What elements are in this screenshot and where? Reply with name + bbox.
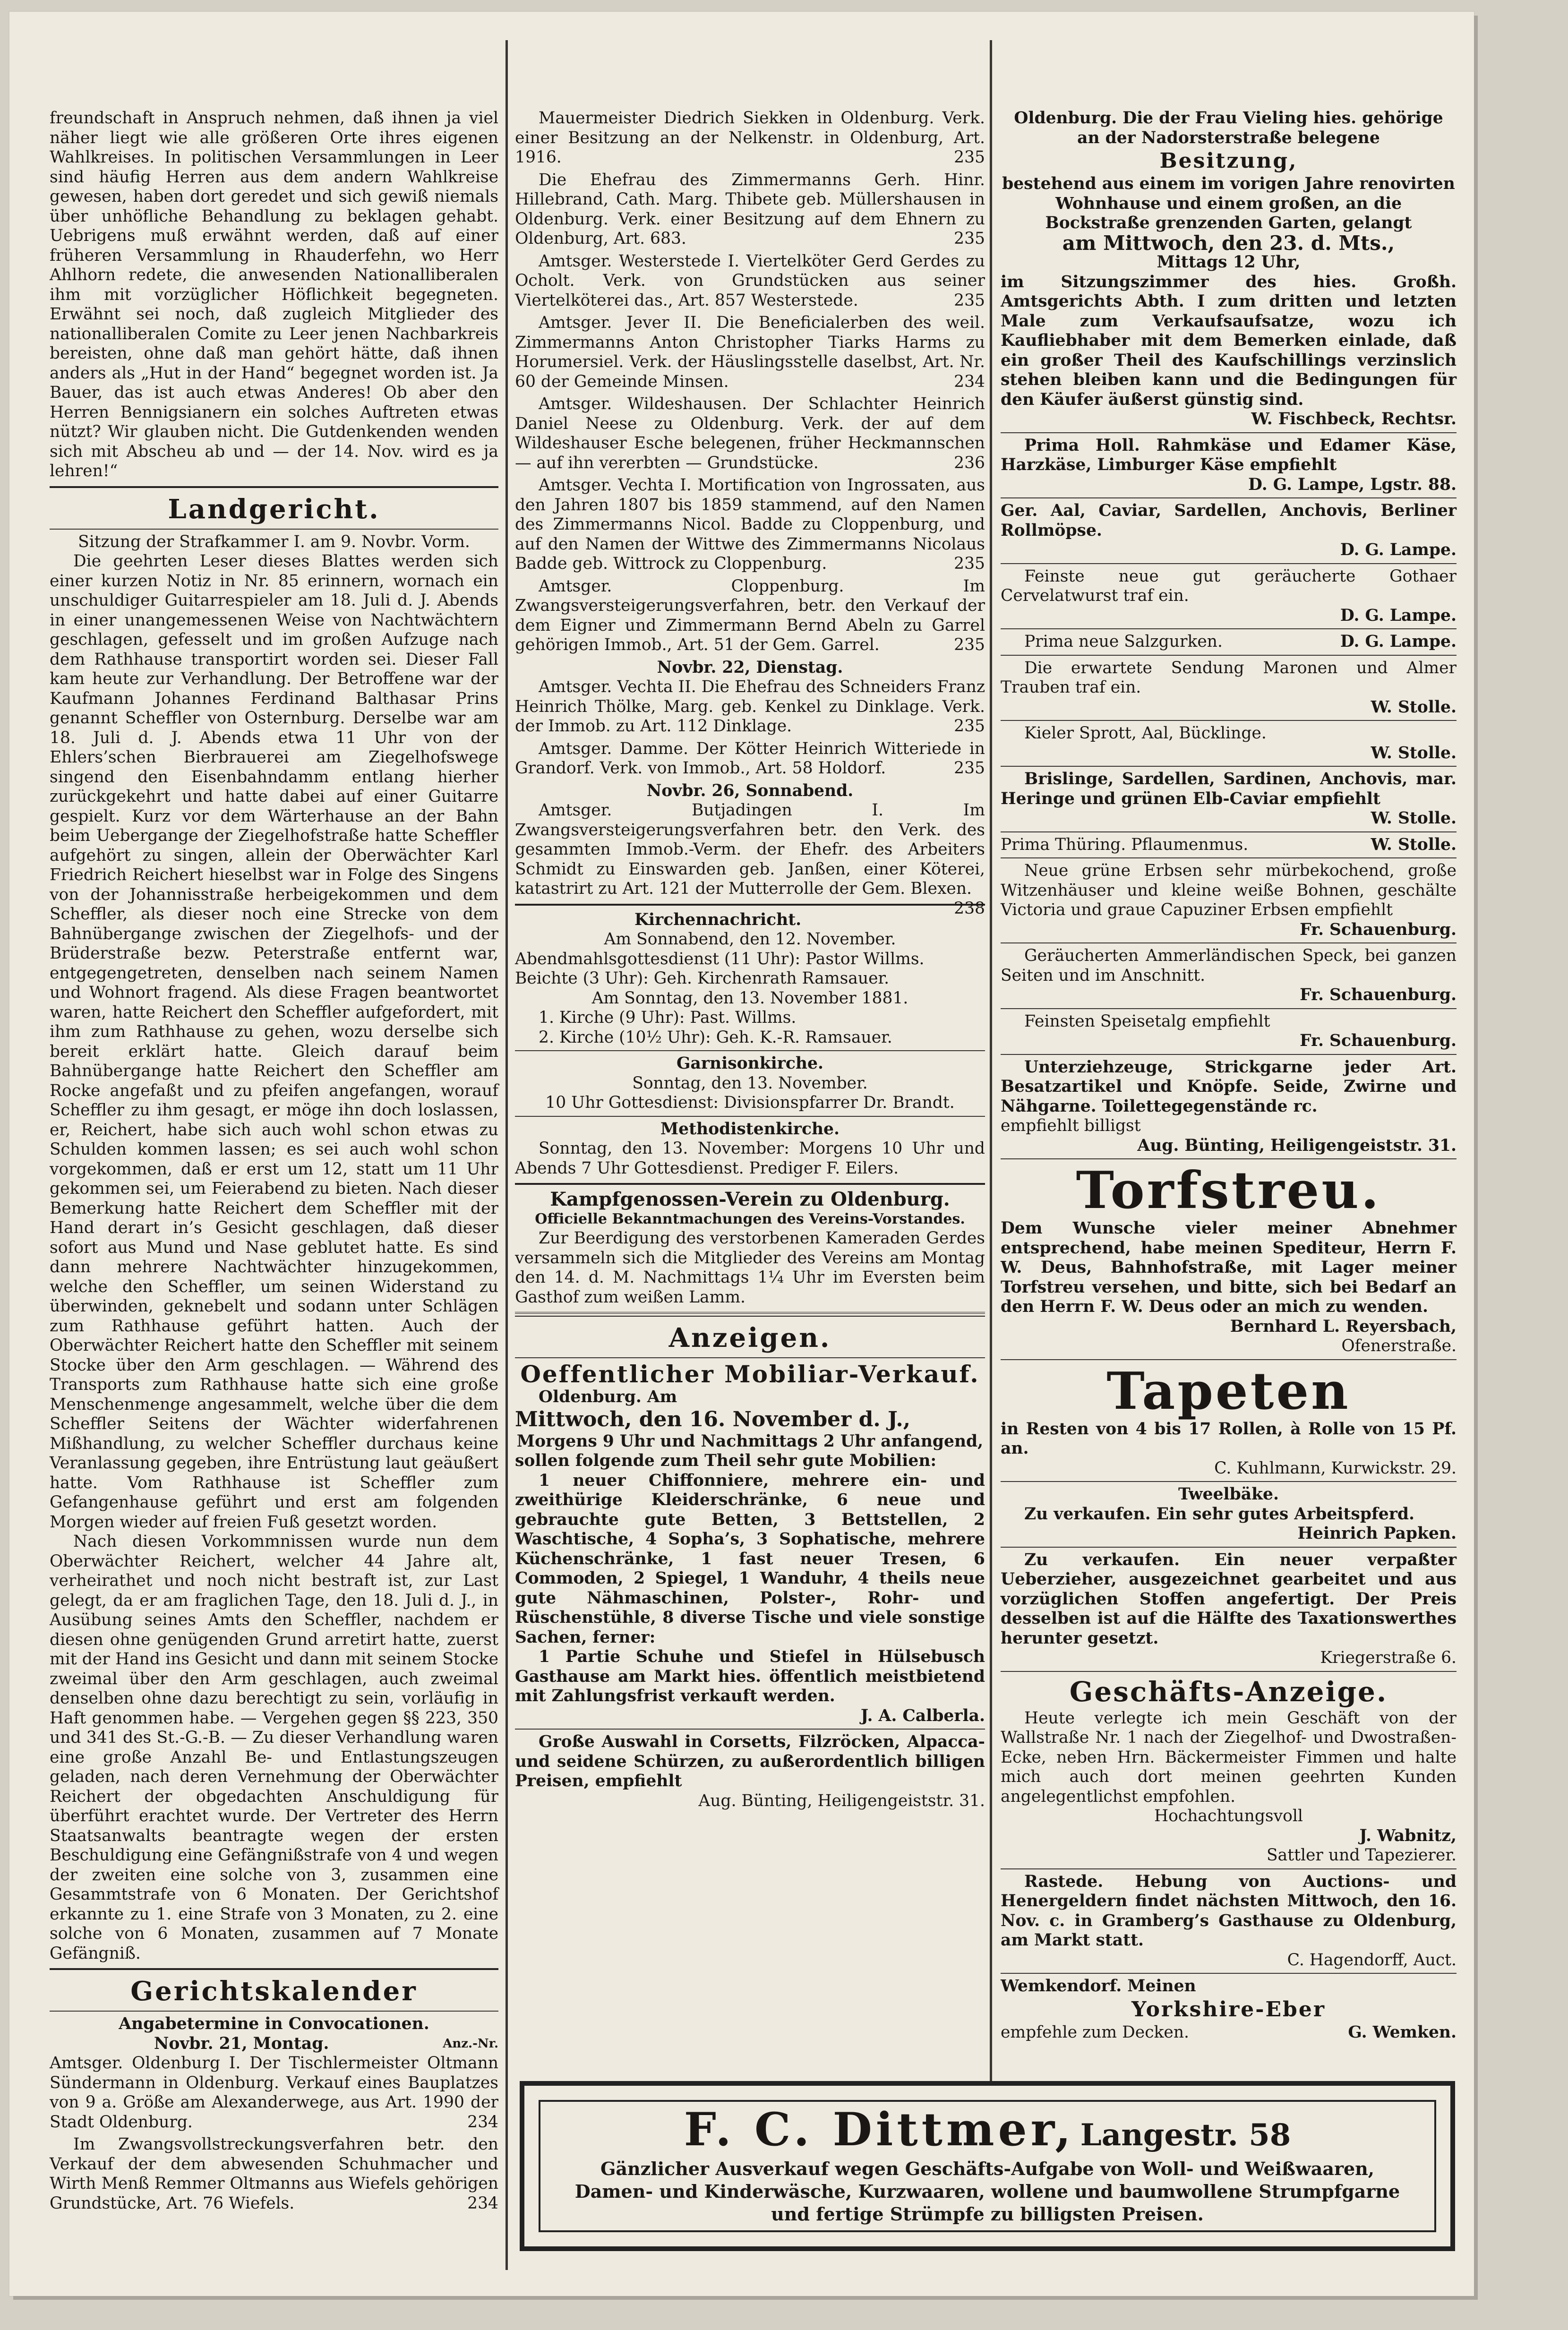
schauenburg-signature: Fr. Schauenburg. xyxy=(1300,985,1457,1004)
divider xyxy=(1001,1671,1457,1672)
section-divider xyxy=(515,1312,985,1317)
divider xyxy=(1001,1158,1457,1159)
entry-number: 238 xyxy=(954,899,985,918)
divider xyxy=(1001,1359,1457,1360)
yorkshire-heading: Yorkshire-Eber xyxy=(1131,1997,1326,2022)
entry-number: 235 xyxy=(954,291,985,310)
divider xyxy=(1001,655,1457,656)
divider xyxy=(1001,1973,1457,1974)
church-heading: Kirchennachricht. xyxy=(634,910,802,929)
buenting-line: empfiehlt billigst xyxy=(1001,1116,1141,1135)
calendar-entry-text: Amtsger. Cloppenburg. Im Zwangsversteigerungsverfahren, betr. den Verkauf der dem Eigner und Zimmermann Bernd Abeln zu Garrel gehörigen Immob., Art. 51 der Gem. Garrel. xyxy=(515,576,985,654)
rastede-signature: C. Hagendorff, Auct. xyxy=(1287,1950,1457,1970)
calendar-entry xyxy=(515,394,985,473)
calendar-entry xyxy=(515,109,985,168)
divider xyxy=(1001,720,1457,721)
sale-conditions: im Sitzungszimmer des hies. Großh. Amtsgerichts Abth. I zum dritten und letzten Male zum Verkaufsaufsatze, wozu ich Kaufliebhaber mit dem Bemerken einlade, daß ein großer Theil des Kaufschillings verzinslich stehen bleiben kann und die Bedingungen für den Käufer äußerst günstig sind. xyxy=(1001,272,1457,409)
calendar-entry xyxy=(515,577,985,655)
divider xyxy=(515,1357,985,1358)
divider xyxy=(515,1050,985,1051)
calendar-entry-text: Amtsger. Oldenburg I. Der Tischlermeister Oltmann Sündermann in Oldenburg. Verkauf eines Bauplatzes von 9 a. Größe am Alexanderwege, aus Art. 1990 der Stadt Oldenburg. xyxy=(50,2054,498,2132)
article-continuation: freundschaft in Anspruch nehmen, daß ihnen ja viel näher liegt wie alle größeren Orte ihres eigenen Wahlkreises. In politischen Versammlungen in Leer sind häufig Herren aus dem andern Wahlkreise gewesen, haben dort geredet und sich gewiß niemals über unhöfliche Behandlung zu beklagen gehabt. Uebrigens muß erwähnt werden, daß auf einer früheren Versammlung in Rhauderfehn, wo Herr Ahlhorn redete, die anwesenden Nationalliberalen ihm mit vorzüglicher Höflichkeit begegneten. Erwähnt sei noch, daß zugleich Mitglieder des nationalliberalen Comite zu Leer jenen Nachbarkreis bereisten, ohne daß man gehört hätte, daß ihnen anders als „Hut in der Hand“ begegnet worden ist. Ja Bauer, das ist auch etwas Anderes! Ob aber den Herren Bennigsianern ein solches Auftreten etwas nützt? Wir glauben nicht. Die Gutdenkenden wenden sich mit Abscheu ab und — der 14. Nov. wird es ja lehren!“ xyxy=(50,109,498,480)
entry-number: 236 xyxy=(954,453,985,472)
schauenburg-signature: Fr. Schauenburg. xyxy=(1300,1031,1457,1050)
lampe-ad-text: Prima neue Salzgurken. xyxy=(1024,632,1223,651)
court-subheading: Sitzung der Strafkammer I. am 9. Novbr. Vorm. xyxy=(78,532,470,551)
entry-number: 234 xyxy=(467,2112,498,2132)
calendar-entry xyxy=(515,739,985,779)
court-heading: Landgericht. xyxy=(168,493,380,525)
court-report-paragraph: Die geehrten Leser dieses Blattes werden sich einer kurzen Notiz in Nr. 85 erinnern, wornach ein unschuldiger Guitarrespieler am 18. Juli d. J. Abends in einer unangemessenen Weise von Nachtwächtern geschlagen, gefesselt und im großen Aufzuge nach dem Rathhause transportirt worden sei. Dieser Fall kam heute zur Verhandlung. Der Betroffene war der Kaufmann Johannes Ferdinand Balthasar Prins genannt Scheffler von Osternburg. Derselbe war am 18. Juli d. J. Abends etwa 11 Uhr von der Ehlers’schen Bierbrauerei am Ziegelhofswege singend den Eisenbahndamm entlang hierher zurückgekehrt und hatte dabei auf einer Guitarre gespielt. Kurz vor dem Wärterhause an der Bahn beim Uebergange der Ziegelhofstraße hatte Scheffler aufgehört zu singen, allein der Oberwächter Karl Friedrich Reichert hieselbst war in Folge des Singens von der Johannisstraße herbeigekommen und dem Scheffler, als dieser noch eine Strecke von dem Bahnübergange zwischen der Ziegelhofs- und der Brüderstraße bezw. Peterstraße entfernt war, entgegengetreten, denselben nach seinem Namen und Wohnort fragend. Als diese Fragen beantwortet waren, hatte Reichert den Scheffler aufgefordert, mit ihm zum Rathhause zu gehen, wozu derselbe sich bereit erklärt hatte. Gleich darauf beim Bahnübergange hatte Reichert den Scheffler am Rocke angefaßt und zu pfeifen angefangen, worauf Scheffler zu ihm gesagt, er möge ihn doch loslassen, er, Reichert, habe sich auch wohl schon etwas zu Schulden kommen lassen; es sei auch wohl schon vorgekommen, daß er erst um 12, statt um 11 Uhr gekommen sei, um Feierabend zu bieten. Nach dieser Bemerkung hatte Reichert dem Scheffler mit der Hand derart in’s Gesicht geschlagen, daß dieser sofort aus Mund und Nase geblutet hatte. Es sind dann mehrere Nachtwächter hinzugekommen, welche den Scheffler, um seinen Widerstand zu überwinden, geknebelt und sodann unter Schlägen zum Rathhause geführt hatten. Auch der Oberwächter Reichert hatte den Scheffler mit seinem Stocke über den Arm geschlagen. — Während des Transports zum Rathhause hatte sich eine große Menschenmenge angesammelt, welche über die dem Scheffler Seitens der Wächter widerfahrenen Mißhandlung, zu welcher Scheffler durchaus keine Veranlassung gegeben, ihre Entrüstung laut geäußert hatte. Vom Rathhause ist Scheffler zum Gefangenhause geführt und erst am folgenden Morgen wieder auf freien Fuß gesetzt worden. xyxy=(50,552,498,1532)
divider xyxy=(50,529,498,530)
business-notice-text: Heute verlegte ich mein Geschäft von der Wallstraße Nr. 1 nach der Ziegelhof- und Dwostraßen-Ecke, neben Hrn. Bäckermeister Fimmen und halte mich auch dort meinen geehrten Kunden angelegentlichst empfohlen. xyxy=(1001,1708,1457,1806)
entry-number: 235 xyxy=(954,148,985,167)
divider xyxy=(1001,1547,1457,1548)
divider xyxy=(1001,628,1457,629)
stolle-signature: W. Stolle. xyxy=(1371,835,1457,854)
business-notice-greeting: Hochachtungsvoll xyxy=(1154,1807,1303,1825)
mobiliar-list: 1 Partie Schuhe und Stiefel in Hülsebusch Gasthause am Markt hies. öffentlich meistbietend mit Zahlungsfrist verkauft werden. xyxy=(515,1647,985,1705)
calendar-entry xyxy=(515,313,985,392)
calendar-date xyxy=(50,2034,498,2054)
entry-number: 235 xyxy=(954,635,985,654)
buenting-signature: Aug. Bünting, Heiligengeiststr. 31. xyxy=(1137,1136,1457,1155)
torfstreu-heading: Torfstreu. xyxy=(1076,1161,1381,1220)
column-header-anz: Anz.-Nr. xyxy=(443,2036,498,2051)
calendar-entry xyxy=(515,801,985,918)
divider xyxy=(1001,831,1457,832)
methodist-line: Sonntag, den 13. November: Morgens 10 Uhr und Abends 7 Uhr Gottesdienst. Prediger F. Eilers. xyxy=(515,1139,985,1178)
section-divider xyxy=(515,904,985,906)
calendar-subheading: Angabetermine in Convocationen. xyxy=(119,2014,429,2033)
section-divider xyxy=(515,1183,985,1185)
divider xyxy=(1001,1008,1457,1009)
calendar-date: Novbr. 22, Dienstag. xyxy=(657,658,843,677)
torfstreu-signature: Bernhard L. Reyersbach, xyxy=(1230,1317,1457,1336)
lampe-signature: D. G. Lampe. xyxy=(1340,606,1457,625)
tweelbaeke-text: Zu verkaufen. Ein sehr gutes Arbeitspferd. xyxy=(1024,1504,1415,1524)
yorkshire-line xyxy=(1001,2023,1457,2043)
stolle-signature: W. Stolle. xyxy=(1371,743,1457,762)
methodist-heading: Methodistenkirche. xyxy=(660,1119,840,1139)
mobiliar-date: Mittwoch, den 16. November d. J., xyxy=(515,1407,911,1431)
corsets-signature: Aug. Bünting, Heiligengeiststr. 31. xyxy=(698,1791,985,1810)
stolle-ad: Brislinge, Sardellen, Sardinen, Anchovis, mar. Heringe und grünen Elb-Caviar empfiehlt xyxy=(1001,770,1457,808)
calendar-entry xyxy=(50,2054,498,2132)
calendar-entry-text: Die Ehefrau des Zimmermanns Gerh. Hinr. Hillebrand, Cath. Marg. Thibete geb. Müllershausen in Oldenburg. Verk. einer Besitzung auf dem Ehnern zu Oldenburg, Art. 683. xyxy=(515,170,985,248)
mobiliar-line: Oldenburg. Am xyxy=(539,1388,677,1406)
divider xyxy=(1001,1054,1457,1055)
torfstreu-address: Ofenerstraße. xyxy=(1341,1336,1457,1355)
calendar-entry-text: Amtsger. Wildeshausen. Der Schlachter Heinrich Daniel Neese zu Oldenburg. Verk. der auf dem Wildeshauser Esche belegenen, früher Heckmannschen — auf ihn vererbten — Grundstücke. xyxy=(515,394,985,472)
calendar-entry-text: Amtsger. Vechta I. Mortification von Ingrossaten, aus den Jahren 1807 bis 1859 stammend, auf den Namen des Zimmermanns Nicol. Badde zu Cloppenburg, und auf den Namen der Wittwe des Zimmermanns Nicolaus Badde geb. Wittrock zu Cloppenburg. xyxy=(515,476,985,573)
yorkshire-line: Wemkendorf. Meinen xyxy=(1001,1977,1196,1996)
column-rule-right xyxy=(990,40,992,2081)
church-line: 2. Kirche (10½ Uhr): Geh. K.-R. Ramsauer. xyxy=(539,1028,892,1047)
lampe-ad: Feinste neue gut geräucherte Gothaer Cervelatwurst traf ein. xyxy=(1001,566,1457,605)
stolle-ad: Die erwartete Sendung Maronen und Almer Trauben traf ein. xyxy=(1001,658,1457,697)
tapeten-heading: Tapeten xyxy=(1106,1361,1351,1421)
verein-heading: Kampfgenossen-Verein zu Oldenburg. xyxy=(550,1188,950,1210)
calendar-entry-text: Mauermeister Diedrich Siekken in Oldenburg. Verk. einer Besitzung an der Nelkenstr. in Oldenburg, Art. 1916. xyxy=(515,109,985,167)
schauenburg-ad: Neue grüne Erbsen sehr mürbekochend, große Witzenhäuser und kleine weiße Bohnen, geschälte Victoria und graue Capuziner Erbsen empfiehlt xyxy=(1001,861,1457,919)
mobiliar-time: Morgens 9 Uhr und Nachmittags 2 Uhr anfangend, xyxy=(516,1431,984,1451)
ads-heading: Anzeigen. xyxy=(668,1322,831,1353)
banner-firm-line xyxy=(540,2102,1434,2158)
court-report-paragraph: Nach diesen Vorkommnissen wurde nun dem Oberwächter Reichert, welcher 44 Jahre alt, verheirathet und noch nicht bestraft ist, zur Last gelegt, da er am fraglichen Tage, den 18. Juli d. J., in Ausübung seines Amts den Scheffler, nachdem er diesen ohne genügenden Grund arretirt hatte, zuerst mit der Hand ins Gesicht und dann mit seinem Stocke zweimal über den Arm geschlagen, auch zweimal denselben ohne dazu berechtigt zu sein, vorläufig in Haft genommen habe. — Vergehen gegen §§ 223, 350 und 341 des St.-G.-B. — Zu dieser Verhandlung waren eine große Anzahl Be- und Entlastungszeugen geladen, nach deren Vernehmung der Oberwächter Reichert der obgedachten Anschuldigung für überführt erachtet wurde. Der Vertreter des Herrn Staatsanwalts beantragte wegen der ersten Beschuldigung eine Gefängnißstrafe von 4 und wegen der zweiten eine solche von 3, zusammen eine Gesammtstrafe von 6 Monaten. Der Gerichtshof erkannte zu 1. eine Strafe von 3 Monaten, zu 2. eine solche von 6 Monaten, zusammen auf 7 Monate Gefängniß. xyxy=(50,1532,498,1963)
lampe-signature: D. G. Lampe. xyxy=(1340,540,1457,559)
church-line: Am Sonnabend, den 12. November. xyxy=(604,930,896,949)
calendar-entry xyxy=(515,677,985,737)
banner-firm-name: F. C. Dittmer, xyxy=(684,2103,1075,2156)
calendar-entry-text: Amtsger. Damme. Der Kötter Heinrich Witteriede in Grandorf. Verk. von Immob., Art. 58 Holdorf. xyxy=(515,739,985,778)
verein-subheading: Officielle Bekanntmachungen des Vereins-Vorstandes. xyxy=(535,1210,965,1227)
calendar-entry xyxy=(50,2135,498,2213)
calendar-entry xyxy=(515,252,985,311)
mobiliar-heading: Oeffentlicher Mobiliar-Verkauf. xyxy=(520,1360,980,1388)
column-rule-left xyxy=(506,40,508,2270)
mobiliar-signature: J. A. Calberla. xyxy=(860,1706,985,1725)
divider xyxy=(1001,497,1457,498)
section-divider xyxy=(50,486,498,488)
garrison-line: Sonntag, den 13. November. xyxy=(632,1073,868,1093)
tweelbaeke-signature: Heinrich Papken. xyxy=(1297,1524,1457,1543)
divider xyxy=(515,1116,985,1117)
banner-text: Gänzlicher Ausverkauf wegen Geschäfts-Aufgabe von Woll- und Weißwaaren, Damen- und Kinderwäsche, Kurzwaaren, wollene und baumwollene Strumpfgarne und fertige Strümpfe zu billigsten Preisen. xyxy=(574,2158,1400,2225)
divider xyxy=(1001,1481,1457,1482)
garrison-line: 10 Uhr Gottesdienst: Divisionspfarrer Dr. Brandt. xyxy=(545,1093,955,1112)
section-divider xyxy=(50,1968,498,1970)
church-line: Abendmahlsgottesdienst (11 Uhr): Pastor Willms. xyxy=(515,949,925,968)
banner-address: Langestr. 58 xyxy=(1080,2117,1291,2153)
corsets-ad: Große Auswahl in Corsetts, Filzröcken, Alpacca- und seidene Schürzen, zu außerordentlich billigen Preisen, empfiehlt xyxy=(515,1732,985,1790)
entry-number: 235 xyxy=(954,229,985,248)
calendar-date-text: Novbr. 21, Montag. xyxy=(154,2034,329,2053)
yorkshire-line-text: empfehle zum Decken. xyxy=(1001,2022,1190,2042)
schauenburg-ad: Feinsten Speisetalg empfiehlt xyxy=(1024,1011,1270,1031)
mobiliar-list: 1 neuer Chiffonniere, mehrere ein- und zweithürige Kleiderschränke, 6 neue und gebrauchte gute Betten, 3 Bettstellen, 2 Waschtische, 4 Sopha’s, 3 Sophatische, mehrere Küchenschränke, 1 fast neuer Tresen, 6 Commoden, 2 Spiegel, 1 Wanduhr, 4 theils neue gute Nähmaschinen, Polster-, Rohr- und Rüschenstühle, 8 diverse Tische und viele sonstige Sachen, ferner: xyxy=(515,1471,985,1647)
lampe-signature: D. G. Lampe. xyxy=(1340,632,1457,651)
tapeten-text: in Resten von 4 bis 17 Rollen, à Rolle von 15 Pf. an. xyxy=(1001,1419,1457,1458)
calendar-entry-text: Amtsger. Westerstede I. Viertelköter Gerd Gerdes zu Ocholt. Verk. von Grundstücken aus seiner Viertelköterei das., Art. 857 Westerstede. xyxy=(515,251,985,310)
lampe-ad: Ger. Aal, Caviar, Sardellen, Anchovis, Berliner Rollmöpse. xyxy=(1001,501,1457,540)
sale-intro: Oldenburg. Die der Frau Vieling hies. gehörige an der Nadorsterstraße belegene xyxy=(1014,109,1443,147)
schauenburg-signature: Fr. Schauenburg. xyxy=(1300,920,1457,939)
column-1 xyxy=(50,109,498,2216)
schauenburg-ad: Geräucherten Ammerländischen Speck, bei ganzen Seiten und im Anschnitt. xyxy=(1001,946,1457,985)
stolle-ad-text: Prima Thüring. Pflaumenmus. xyxy=(1001,835,1249,854)
calendar-entry-text: Amtsger. Vechta II. Die Ehefrau des Schneiders Franz Heinrich Thölke, Marg. geb. Kenkel zu Dinklage. Verk. der Immob. zu Art. 112 Dinklage. xyxy=(515,677,985,736)
divider xyxy=(1001,432,1457,433)
divider xyxy=(1001,942,1457,943)
business-notice-trade: Sattler und Tapezierer. xyxy=(1267,1846,1457,1865)
entry-number: 235 xyxy=(954,554,985,573)
church-line: Am Sonntag, den 13. November 1881. xyxy=(591,988,908,1008)
entry-number: 234 xyxy=(954,372,985,391)
calendar-entry-text: Im Zwangsvollstreckungsverfahren betr. den Verkauf der dem abwesenden Schuhmacher und Wirth Menß Remmer Oltmanns aus Wiefels gehörigen Grundstücke, Art. 76 Wiefels. xyxy=(50,2135,498,2213)
calendar-entry-text: Amtsger. Butjadingen I. Im Zwangsversteigerungsverfahren betr. den Verk. des gesammten Immob.-Verm. der Ehefr. des Arbeiters Schmidt zu Einswarden geb. Janßen, einer Köterei, katastrirt zu Art. 121 der Mutterrolle der Gem. Blexen. xyxy=(515,801,985,898)
business-notice-heading: Geschäfts-Anzeige. xyxy=(1069,1675,1388,1708)
divider xyxy=(515,1729,985,1730)
column-2 xyxy=(515,109,985,1811)
sale-signature: W. Fischbeck, Rechtsr. xyxy=(1251,410,1457,428)
sale-date: am Mittwoch, den 23. d. Mts., xyxy=(1062,231,1395,255)
church-line: 1. Kirche (9 Uhr): Past. Willms. xyxy=(539,1008,797,1027)
coat-sale-text: Zu verkaufen. Ein neuer verpaßter Ueberzieher, ausgezeichnet gearbeitet und aus vorzüglichen Stoffen angefertigt. Der Preis desselben ist auf die Hälfte des Taxationswerthes herunter gesetzt. xyxy=(1001,1550,1457,1648)
divider xyxy=(1001,766,1457,767)
garrison-heading: Garnisonkirche. xyxy=(677,1054,823,1073)
calendar-date: Novbr. 26, Sonnabend. xyxy=(646,781,854,800)
calendar-entry xyxy=(515,476,985,574)
church-line: Beichte (3 Uhr): Geh. Kirchenrath Ramsauer. xyxy=(515,969,890,988)
stolle-ad xyxy=(1001,835,1457,855)
buenting-ad: Unterziehzeuge, Strickgarne jeder Art. Besatzartikel und Knöpfe. Seide, Zwirne und Nähgarne. Toilettegegenstände rc. xyxy=(1001,1057,1457,1116)
lampe-ad xyxy=(1001,632,1457,652)
sale-heading: Besitzung, xyxy=(1159,149,1298,173)
stolle-signature: W. Stolle. xyxy=(1371,697,1457,717)
divider xyxy=(1001,1868,1457,1869)
stolle-signature: W. Stolle. xyxy=(1371,809,1457,828)
tweelbaeke-heading: Tweelbäke. xyxy=(1178,1485,1279,1504)
entry-number: 235 xyxy=(954,759,985,778)
calendar-entry-text: Amtsger. Jever II. Die Beneficialerben des weil. Zimmermanns Anton Christopher Tiarks Harms zu Horumersiel. Verk. der Häuslingsstelle daselbst, Art. Nr. 60 der Gemeinde Minsen. xyxy=(515,313,985,391)
tapeten-signature: C. Kuhlmann, Kurwickstr. 29. xyxy=(1214,1458,1457,1478)
divider xyxy=(1001,563,1457,564)
column-3 xyxy=(1001,109,1457,2042)
lampe-ad: Prima Holl. Rahmkäse und Edamer Käse, Harzkäse, Limburger Käse empfiehlt xyxy=(1001,436,1457,474)
banner-inner-frame xyxy=(539,2100,1436,2232)
calendar-entry xyxy=(515,171,985,249)
rastede-notice: Rastede. Hebung von Auctions- und Henergeldern findet nächsten Mittwoch, den 16. Nov. c. in Gramberg’s Gasthause zu Oldenburg, am Markt statt. xyxy=(1001,1872,1457,1950)
calendar-heading: Gerichtskalender xyxy=(130,1976,418,2007)
business-notice-signature: J. Wabnitz, xyxy=(1359,1826,1457,1845)
newspaper-page xyxy=(9,12,1474,2296)
verein-notice: Zur Beerdigung des verstorbenen Kameraden Gerdes versammeln sich die Mitglieder des Vereins am Montag den 14. d. M. Nachmittags 1¼ Uhr im Eversten beim Gasthof zum weißen Lamm. xyxy=(515,1229,985,1307)
lampe-signature: D. G. Lampe, Lgstr. 88. xyxy=(1248,475,1457,494)
dittmer-banner-ad xyxy=(520,2081,1455,2251)
stolle-ad: Kieler Sprott, Aal, Bücklinge. xyxy=(1024,724,1267,743)
coat-sale-address: Kriegerstraße 6. xyxy=(1320,1648,1457,1667)
entry-number: 235 xyxy=(954,717,985,736)
divider xyxy=(50,2011,498,2012)
divider xyxy=(1001,857,1457,858)
sale-time: Mittags 12 Uhr, xyxy=(1157,253,1301,272)
sale-text: bestehend aus einem im vorigen Jahre renovirten Wohnhause und einem großen, an die Bockstraße grenzenden Garten, gelangt xyxy=(1002,174,1455,232)
yorkshire-signature: G. Wemken. xyxy=(1348,2022,1457,2042)
torfstreu-text: Dem Wunsche vieler meiner Abnehmer entsprechend, habe meinen Spediteur, Herrn F. W. Deus, Bahnhofstraße, mit Lager meiner Torfstreu versehen, und bitte, sich bei Bedarf an den Herrn F. W. Deus oder an mich zu wenden. xyxy=(1001,1219,1457,1316)
mobiliar-line: sollen folgende zum Theil sehr gute Mobilien: xyxy=(515,1451,937,1470)
entry-number: 234 xyxy=(467,2193,498,2213)
